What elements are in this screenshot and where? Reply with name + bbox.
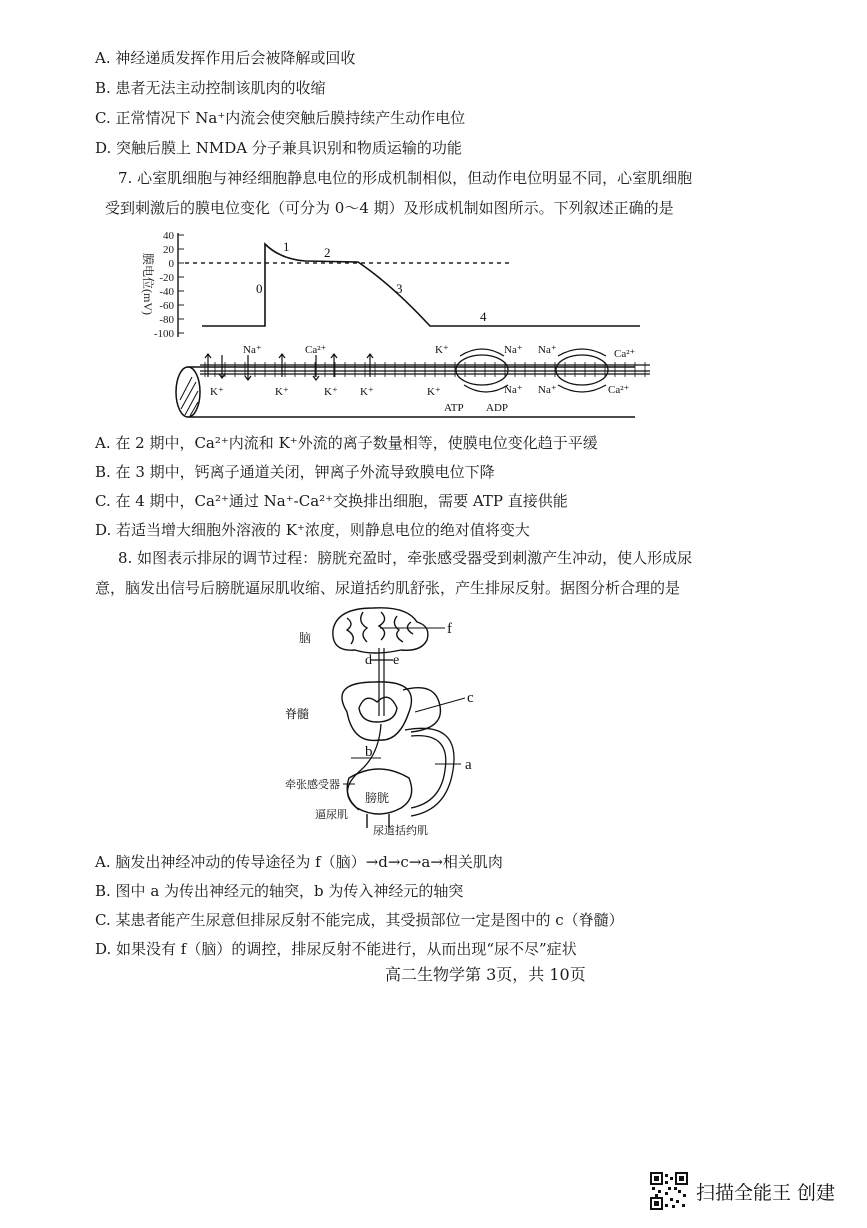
ion-label-k: K⁺ <box>275 386 289 398</box>
ion-label-k: K⁺ <box>427 386 441 398</box>
ion-label-k: K⁺ <box>324 386 338 398</box>
ion-label-na: Na⁺ <box>504 384 523 396</box>
q8-option-c: C. 某患者能产生尿意但排尿反射不能完成，其受损部位一定是图中的 c（脊髓） <box>95 911 624 929</box>
q6-option-b: B. 患者无法主动控制该肌肉的收缩 <box>95 79 326 97</box>
y-tick-label: 40 <box>163 230 174 242</box>
q7-stem-line2: 受到刺激后的膜电位变化（可分为 0～4 期）及形成机制如图所示。下列叙述正确的是 <box>105 199 674 217</box>
q7-option-c: C. 在 4 期中，Ca²⁺通过 Na⁺-Ca²⁺交换排出细胞，需要 ATP 直接供能 <box>95 492 568 510</box>
phase-label: 0 <box>256 281 263 296</box>
ion-label-k: K⁺ <box>435 344 449 356</box>
y-tick-label: 20 <box>163 244 174 256</box>
q8-option-b: B. 图中 a 为传出神经元的轴突，b 为传入神经元的轴突 <box>95 882 464 900</box>
y-tick-label: -60 <box>159 300 174 312</box>
label-d: d <box>365 653 372 668</box>
stretch-receptor-label: 牵张感受器 <box>285 779 340 791</box>
brain-label: 脑 <box>299 631 312 645</box>
atp-label: ATP <box>444 402 464 414</box>
y-tick-label: -40 <box>159 286 174 298</box>
q7-stem-line1: 7. 心室肌细胞与神经细胞静息电位的形成机制相似，但动作电位明显不同，心室肌细胞 <box>118 169 693 187</box>
ion-label-k: K⁺ <box>360 386 374 398</box>
phase-label: 3 <box>396 281 403 296</box>
action-potential-figure <box>130 225 670 430</box>
page-footer: 高二生物学第 3页，共 10页 <box>385 965 586 984</box>
scanner-label: 扫描全能王 创建 <box>696 1181 836 1204</box>
membrane-ticks <box>205 362 645 377</box>
label-a: a <box>465 757 472 773</box>
ion-label-ca: Ca²⁺ <box>608 384 630 396</box>
action-potential-curve <box>202 244 640 326</box>
sphincter-label: 尿道括约肌 <box>373 825 428 837</box>
scanner-watermark <box>650 1172 835 1210</box>
y-tick-label: -80 <box>159 314 174 326</box>
label-e: e <box>393 653 400 668</box>
ion-label-ca: Ca²⁺ <box>614 348 636 360</box>
q6-option-a: A. 神经递质发挥作用后会被降解或回收 <box>95 49 356 67</box>
ion-label-na: Na⁺ <box>538 384 557 396</box>
ion-label-na: Na⁺ <box>243 344 262 356</box>
y-axis-label: 膜电位(mV) <box>141 253 155 315</box>
q6-option-d: D. 突触后膜上 NMDA 分子兼具识别和物质运输的功能 <box>95 139 462 157</box>
phase-label: 4 <box>480 309 487 324</box>
micturition-reflex-figure <box>285 604 505 842</box>
q8-stem-line2: 意，脑发出信号后膀胱逼尿肌收缩、尿道括约肌舒张，产生排尿反射。据图分析合理的是 <box>95 579 681 597</box>
phase-label: 1 <box>283 239 290 254</box>
ion-label-na: Na⁺ <box>504 344 523 356</box>
q6-option-c: C. 正常情况下 Na⁺内流会使突触后膜持续产生动作电位 <box>95 109 466 127</box>
detrusor-label: 逼尿肌 <box>315 809 348 821</box>
brain-drawing <box>333 608 428 653</box>
q8-option-a: A. 脑发出神经冲动的传导途径为 f（脑）→d→c→a→相关肌肉 <box>95 853 503 871</box>
y-tick-label: 0 <box>168 258 174 270</box>
ion-label-ca: Ca²⁺ <box>305 344 327 356</box>
y-tick-label: -20 <box>159 272 174 284</box>
q7-option-b: B. 在 3 期中，钙离子通道关闭，钾离子外流导致膜电位下降 <box>95 463 495 481</box>
bladder-label: 膀胱 <box>365 791 390 805</box>
spinal-cord-label: 脊髓 <box>285 707 310 721</box>
q7-option-d: D. 若适当增大细胞外溶液的 K⁺浓度，则静息电位的绝对值将变大 <box>95 521 530 539</box>
label-f: f <box>447 621 452 637</box>
q8-option-d: D. 如果没有 f（脑）的调控，排尿反射不能进行，从而出现“尿不尽”症状 <box>95 940 577 958</box>
q8-stem-line1: 8. 如图表示排尿的调节过程：膀胱充盈时，牵张感受器受到刺激产生冲动，使人形成尿 <box>118 549 693 567</box>
y-tick-label: -100 <box>153 328 174 340</box>
phase-label: 2 <box>324 245 331 260</box>
adp-label: ADP <box>486 402 509 414</box>
label-c: c <box>467 690 474 706</box>
ion-label-na: Na⁺ <box>538 344 557 356</box>
q7-option-a: A. 在 2 期中，Ca²⁺内流和 K⁺外流的离子数量相等，使膜电位变化趋于平缓 <box>95 434 598 452</box>
y-ticks <box>178 235 184 333</box>
ion-label-k: K⁺ <box>210 386 224 398</box>
qr-code-icon <box>650 1172 688 1210</box>
spinal-cord-drawing <box>342 682 441 741</box>
label-b: b <box>365 744 373 760</box>
